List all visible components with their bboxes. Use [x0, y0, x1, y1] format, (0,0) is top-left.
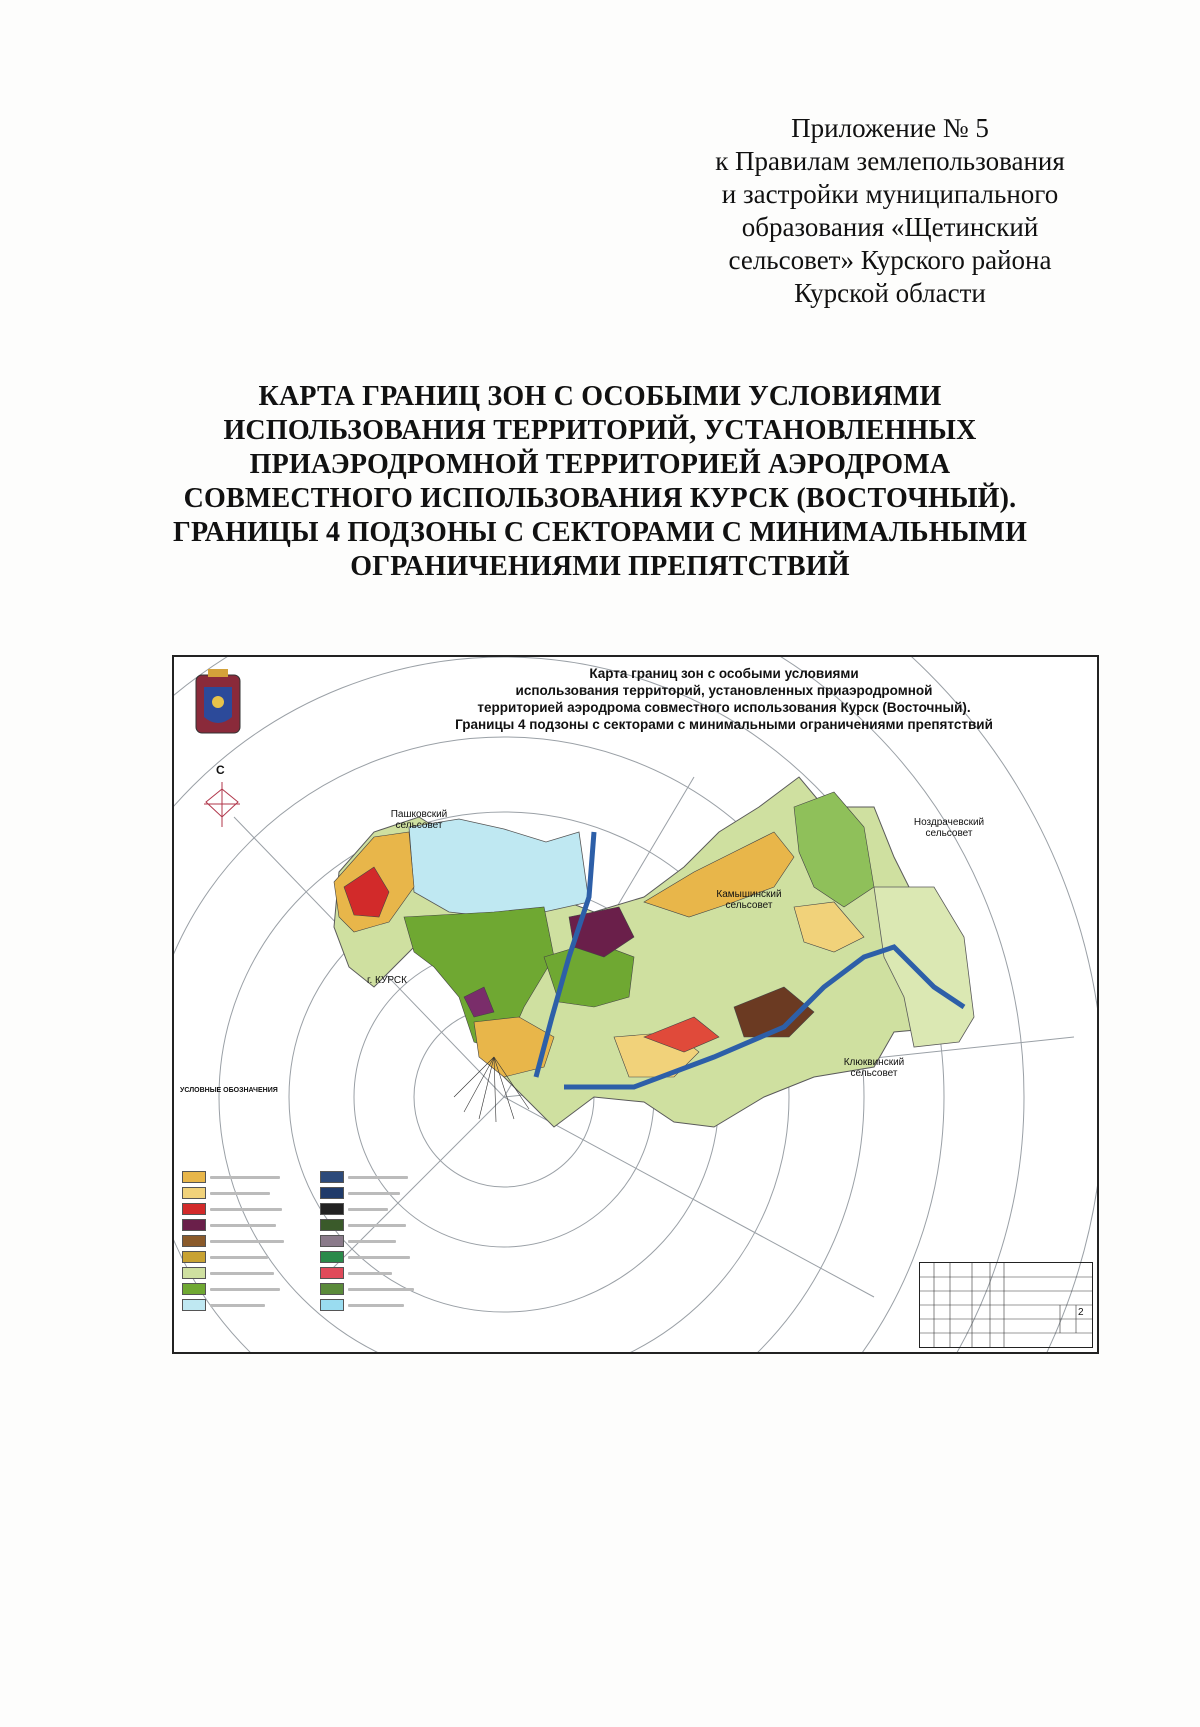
appendix-line: Приложение № 5	[791, 113, 989, 143]
title-line: КАРТА ГРАНИЦ ЗОН С ОСОБЫМИ УСЛОВИЯМИ	[258, 381, 942, 412]
title-block-stamp	[919, 1262, 1093, 1348]
stamp-grid	[920, 1263, 1092, 1347]
map-legend	[180, 1087, 430, 1347]
place-label-nozdrachevsky: Ноздрачевский сельсовет	[913, 817, 985, 839]
map-heading-line: Карта границ зон с особыми условиями	[589, 666, 859, 681]
compass-letter: С	[216, 763, 225, 777]
appendix-note	[660, 112, 1120, 310]
appendix-line: сельсовет» Курского района	[728, 245, 1052, 275]
legend-item	[182, 1265, 284, 1281]
title-line: СОВМЕСТНОГО ИСПОЛЬЗОВАНИЯ КУРСК (ВОСТОЧНЫЙ).	[183, 483, 1017, 514]
legend-item	[182, 1233, 284, 1249]
title-line: ОГРАНИЧЕНИЯМИ ПРЕПЯТСТВИЙ	[350, 551, 850, 582]
zone-map	[172, 655, 1099, 1354]
coat-of-arms-icon	[196, 669, 240, 733]
title-line: ПРИАЭРОДРОМНОЙ ТЕРРИТОРИЕЙ АЭРОДРОМА	[249, 449, 951, 480]
legend-item	[182, 1217, 284, 1233]
legend-item	[182, 1169, 284, 1185]
place-label-kamyshinsky: Камышинский сельсовет	[716, 889, 782, 911]
appendix-line: Курской области	[794, 278, 986, 308]
appendix-line: образования «Щетинский	[741, 212, 1039, 242]
place-label-kursk: г. КУРСК	[367, 975, 407, 986]
legend-item	[182, 1249, 284, 1265]
legend-item	[320, 1233, 414, 1249]
legend-item	[320, 1169, 414, 1185]
title-line: ИСПОЛЬЗОВАНИЯ ТЕРРИТОРИЙ, УСТАНОВЛЕННЫХ	[223, 415, 977, 446]
place-label-paskovsky: Пашковский сельсовет	[390, 809, 448, 831]
appendix-line: и застройки муниципального	[721, 179, 1059, 209]
legend-item	[320, 1281, 414, 1297]
legend-item	[320, 1249, 414, 1265]
legend-item	[182, 1201, 284, 1217]
map-heading	[424, 665, 1024, 733]
legend-item	[182, 1297, 284, 1313]
legend-item	[320, 1265, 414, 1281]
legend-column	[320, 1169, 414, 1313]
stamp-sheet-number: 2	[1078, 1307, 1084, 1318]
appendix-line: к Правилам землепользования	[715, 146, 1065, 176]
water-zone	[409, 819, 589, 917]
document-title	[90, 380, 1110, 584]
legend-item	[320, 1201, 414, 1217]
legend-item	[182, 1281, 284, 1297]
place-label-klyukvinsky: Клюквинский сельсовет	[843, 1057, 905, 1079]
legend-column	[182, 1169, 284, 1313]
legend-item	[182, 1185, 284, 1201]
compass-rose-icon	[204, 782, 240, 827]
legend-item	[320, 1185, 414, 1201]
map-heading-line: территорией аэродрома совместного использования Курск (Восточный).	[477, 700, 971, 715]
legend-item	[320, 1297, 414, 1313]
legend-item	[320, 1217, 414, 1233]
legend-title: УСЛОВНЫЕ ОБОЗНАЧЕНИЯ	[180, 1087, 278, 1094]
title-line: ГРАНИЦЫ 4 ПОДЗОНЫ С СЕКТОРАМИ С МИНИМАЛЬНЫМИ	[172, 517, 1028, 548]
map-heading-line: Границы 4 подзоны с секторами с минимальными ограничениями препятствий	[455, 717, 993, 732]
map-heading-line: использования территорий, установленных приаэродромной	[515, 683, 933, 698]
